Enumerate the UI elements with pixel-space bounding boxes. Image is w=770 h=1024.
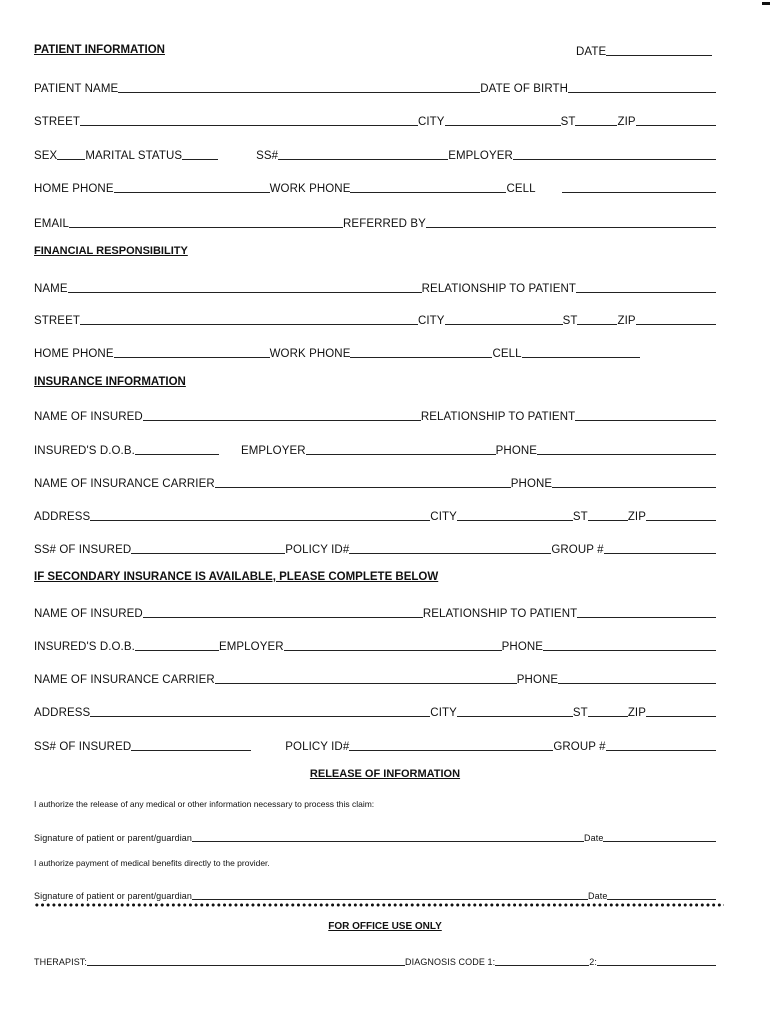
insurance-carrier-row — [34, 472, 716, 490]
insurance-carrier-label: NAME OF INSURANCE CARRIER — [34, 478, 215, 490]
patient-email-row — [34, 212, 716, 230]
diagnosis-code-1-field[interactable] — [495, 955, 589, 966]
secondary-dob-row — [34, 635, 716, 653]
release-authorization-text: I authorize the release of any medical or other information necessary to process this claim: — [34, 799, 375, 809]
financial-name-label: NAME — [34, 283, 68, 295]
insured-phone-label: PHONE — [495, 445, 538, 457]
insured-ss-label: SS# OF INSURED — [34, 544, 132, 556]
signature-date-field-2[interactable] — [607, 889, 716, 900]
cell-label: CELL — [506, 183, 536, 195]
insured-dob-field[interactable] — [135, 444, 219, 455]
patient-name-row — [34, 77, 716, 95]
secondary-dob-label: INSURED'S D.O.B. — [34, 641, 135, 653]
patient-name-field[interactable] — [118, 82, 480, 93]
financial-st-field[interactable] — [577, 314, 617, 325]
secondary-carrier-field[interactable] — [215, 673, 517, 684]
financial-zip-label: ZIP — [617, 315, 636, 327]
secondary-city-field[interactable] — [457, 706, 573, 717]
insured-phone-field[interactable] — [537, 444, 716, 455]
insurance-carrier-field[interactable] — [215, 477, 511, 488]
home-phone-label: HOME PHONE — [34, 183, 114, 195]
zip-label: ZIP — [617, 116, 636, 128]
secondary-group-field[interactable] — [606, 740, 716, 751]
insured-employer-field[interactable] — [306, 444, 496, 455]
financial-cell-label: CELL — [492, 348, 522, 360]
diagnosis-code-2-field[interactable] — [597, 955, 716, 966]
financial-street-label: STREET — [34, 315, 80, 327]
signature-date-field-1[interactable] — [603, 831, 716, 842]
street-label: STREET — [34, 116, 80, 128]
date-field[interactable] — [606, 45, 712, 56]
secondary-policy-id-label: POLICY ID# — [285, 741, 350, 753]
financial-street-field[interactable] — [80, 314, 418, 325]
insured-name-label: NAME OF INSURED — [34, 411, 143, 423]
date-of-birth-label: DATE OF BIRTH — [480, 83, 569, 95]
secondary-address-field[interactable] — [90, 706, 430, 717]
financial-zip-field[interactable] — [636, 314, 716, 325]
signature-date-label-1: Date — [584, 833, 604, 843]
signature-field-1[interactable] — [192, 831, 584, 842]
date-label: DATE — [576, 46, 607, 58]
financial-home-phone-label: HOME PHONE — [34, 348, 114, 360]
patient-information-heading: PATIENT INFORMATION — [34, 44, 165, 56]
secondary-address-row — [34, 701, 716, 719]
secondary-carrier-label: NAME OF INSURANCE CARRIER — [34, 674, 215, 686]
secondary-insured-name-field[interactable] — [143, 607, 423, 618]
referred-by-field[interactable] — [426, 217, 716, 228]
secondary-group-label: GROUP # — [553, 741, 606, 753]
financial-responsibility-heading: FINANCIAL RESPONSIBILITY — [34, 245, 188, 257]
secondary-employer-label: EMPLOYER — [218, 641, 284, 653]
financial-phone-row — [34, 342, 716, 360]
secondary-carrier-row — [34, 668, 716, 686]
insured-name-row — [34, 405, 716, 423]
signature-row-1 — [34, 826, 716, 844]
secondary-phone-field[interactable] — [543, 640, 716, 651]
secondary-zip-field[interactable] — [646, 706, 716, 717]
email-label: EMAIL — [34, 218, 70, 230]
therapist-label: THERAPIST: — [34, 957, 88, 967]
insurance-address-label: ADDRESS — [34, 511, 91, 523]
financial-relationship-label: RELATIONSHIP TO PATIENT — [421, 283, 577, 295]
financial-work-phone-label: WORK PHONE — [269, 348, 351, 360]
insurance-st-label: ST — [572, 511, 588, 523]
secondary-policy-id-field[interactable] — [349, 740, 553, 751]
insurance-city-field[interactable] — [457, 510, 573, 521]
office-use-row — [34, 950, 716, 968]
employer-field[interactable] — [513, 149, 716, 160]
secondary-ss-field[interactable] — [131, 740, 251, 751]
email-field[interactable] — [69, 217, 343, 228]
work-phone-field[interactable] — [350, 182, 506, 193]
secondary-zip-label: ZIP — [627, 707, 647, 719]
financial-name-row — [34, 277, 716, 295]
sex-field[interactable] — [57, 149, 85, 160]
city-field[interactable] — [445, 115, 561, 126]
carrier-phone-label: PHONE — [510, 478, 553, 490]
secondary-relationship-field[interactable] — [577, 607, 716, 618]
carrier-phone-field[interactable] — [552, 477, 716, 488]
secondary-insurance-heading: IF SECONDARY INSURANCE IS AVAILABLE, PLEASE COMPLETE BELOW — [34, 571, 439, 583]
street-field[interactable] — [80, 115, 418, 126]
office-use-heading: FOR OFFICE USE ONLY — [328, 921, 442, 932]
ss-field[interactable] — [278, 149, 448, 160]
secondary-ss-label: SS# OF INSURED — [34, 741, 132, 753]
secondary-insured-name-label: NAME OF INSURED — [34, 608, 143, 620]
referred-by-label: REFERRED BY — [343, 218, 426, 230]
insurance-city-label: CITY — [430, 511, 457, 523]
insurance-address-row — [34, 505, 716, 523]
signature-label-2: Signature of patient or parent/guardian — [34, 891, 193, 901]
secondary-insured-name-row — [34, 602, 716, 620]
insurance-information-heading: INSURANCE INFORMATION — [34, 376, 186, 388]
insured-dob-label: INSURED'S D.O.B. — [34, 445, 135, 457]
secondary-st-field[interactable] — [588, 706, 628, 717]
diagnosis-code-1-label: DIAGNOSIS CODE 1: — [405, 957, 496, 967]
marital-status-label: MARITAL STATUS — [85, 150, 183, 162]
insured-name-field[interactable] — [143, 410, 421, 421]
group-label: GROUP # — [551, 544, 604, 556]
insured-ss-row — [34, 538, 716, 556]
insurance-st-field[interactable] — [588, 510, 628, 521]
home-phone-field[interactable] — [114, 182, 270, 193]
financial-city-field[interactable] — [445, 314, 563, 325]
date-row — [576, 40, 712, 58]
st-label: ST — [560, 116, 576, 128]
secondary-address-label: ADDRESS — [34, 707, 91, 719]
release-of-information-heading: RELEASE OF INFORMATION — [309, 768, 461, 780]
cell-field[interactable] — [562, 182, 716, 193]
payment-authorization-text: I authorize payment of medical benefits directly to the provider. — [34, 858, 270, 868]
insurance-zip-label: ZIP — [627, 511, 647, 523]
secondary-ss-row — [34, 735, 716, 753]
secondary-st-label: ST — [572, 707, 588, 719]
secondary-employer-field[interactable] — [284, 640, 502, 651]
financial-name-field[interactable] — [68, 282, 422, 293]
signature-date-label-2: Date — [588, 891, 608, 901]
insured-ss-field[interactable] — [131, 543, 285, 554]
therapist-field[interactable] — [87, 955, 405, 966]
insurance-address-field[interactable] — [90, 510, 430, 521]
secondary-phone-label: PHONE — [501, 641, 544, 653]
patient-sex-row — [34, 144, 716, 162]
dotted-separator — [34, 902, 724, 908]
insured-employer-label: EMPLOYER — [240, 445, 306, 457]
secondary-city-label: CITY — [430, 707, 457, 719]
patient-name-label: PATIENT NAME — [34, 83, 119, 95]
financial-cell-field[interactable] — [522, 347, 640, 358]
insured-relationship-label: RELATIONSHIP TO PATIENT — [420, 411, 576, 423]
ss-label: SS# — [256, 150, 279, 162]
insured-dob-row — [34, 439, 716, 457]
financial-city-label: CITY — [417, 315, 445, 327]
patient-street-row — [34, 110, 716, 128]
secondary-dob-field[interactable] — [135, 640, 219, 651]
diagnosis-code-2-label: 2: — [589, 957, 597, 967]
signature-field-2[interactable] — [192, 889, 588, 900]
marital-status-field[interactable] — [182, 149, 218, 160]
financial-street-row — [34, 309, 716, 327]
date-of-birth-field[interactable] — [568, 82, 716, 93]
secondary-carrier-phone-field[interactable] — [558, 673, 716, 684]
patient-phone-row — [34, 177, 716, 195]
signature-label-1: Signature of patient or parent/guardian — [34, 833, 193, 843]
policy-id-label: POLICY ID# — [285, 544, 350, 556]
secondary-carrier-phone-label: PHONE — [516, 674, 559, 686]
financial-st-label: ST — [562, 315, 578, 327]
st-field[interactable] — [575, 115, 617, 126]
financial-relationship-field[interactable] — [576, 282, 716, 293]
financial-work-phone-field[interactable] — [350, 347, 492, 358]
scan-edge-mark — [762, 2, 770, 5]
group-field[interactable] — [604, 543, 716, 554]
signature-row-2 — [34, 884, 716, 902]
zip-field[interactable] — [636, 115, 716, 126]
policy-id-field[interactable] — [349, 543, 551, 554]
secondary-relationship-label: RELATIONSHIP TO PATIENT — [422, 608, 578, 620]
employer-label: EMPLOYER — [448, 150, 513, 162]
financial-home-phone-field[interactable] — [114, 347, 270, 358]
work-phone-label: WORK PHONE — [269, 183, 351, 195]
insured-relationship-field[interactable] — [575, 410, 716, 421]
insurance-zip-field[interactable] — [646, 510, 716, 521]
sex-label: SEX — [34, 150, 58, 162]
city-label: CITY — [417, 116, 445, 128]
